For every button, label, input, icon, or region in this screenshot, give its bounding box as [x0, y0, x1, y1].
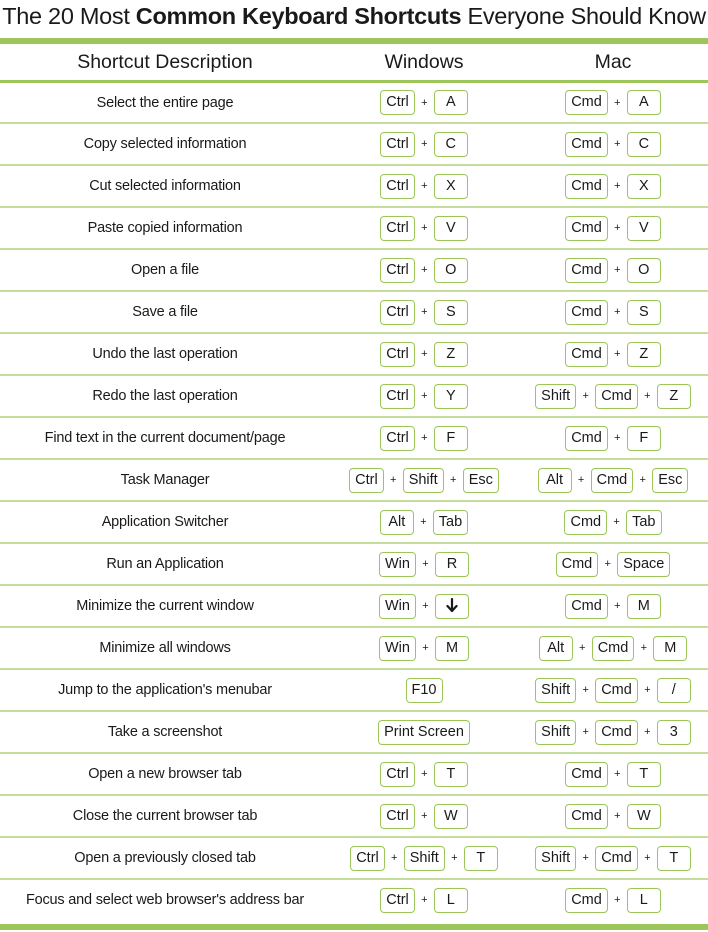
- shortcut-description: Minimize the current window: [76, 598, 254, 614]
- plus-sign: +: [614, 264, 621, 276]
- header-description: Shortcut Description: [77, 51, 253, 73]
- key-3: 3: [657, 720, 691, 745]
- key-cmd: Cmd: [556, 552, 599, 577]
- windows-shortcut: [330, 208, 518, 248]
- mac-shortcut: [518, 880, 708, 920]
- plus-sign: +: [420, 516, 427, 528]
- shortcut-description: Cut selected information: [89, 178, 241, 194]
- plus-sign: +: [421, 96, 428, 109]
- table-row: [0, 290, 708, 332]
- plus-sign: +: [421, 432, 428, 444]
- key-cmd: Cmd: [565, 426, 608, 451]
- plus-sign: +: [614, 306, 621, 318]
- shortcut-description: Find text in the current document/page: [44, 430, 286, 446]
- key-cmd: Cmd: [565, 132, 608, 157]
- plus-sign: +: [451, 852, 458, 864]
- shortcut-description: Copy selected information: [83, 136, 247, 152]
- key-shift: Shift: [535, 678, 576, 703]
- key-l: L: [434, 888, 468, 913]
- shortcut-description: Open a previously closed tab: [74, 850, 256, 866]
- plus-sign: +: [644, 852, 651, 864]
- key-ctrl: Ctrl: [350, 846, 385, 871]
- mac-shortcut: [518, 586, 708, 626]
- plus-sign: +: [644, 390, 651, 402]
- key-t: T: [627, 762, 661, 787]
- key-win: Win: [379, 636, 416, 661]
- shortcut-description: Minimize all windows: [99, 640, 231, 656]
- mac-shortcut: [518, 838, 708, 878]
- key-o: O: [434, 258, 468, 283]
- shortcut-description: Close the current browser tab: [72, 808, 258, 824]
- shortcut-description: Take a screenshot: [107, 724, 223, 740]
- windows-shortcut: [330, 754, 518, 794]
- header-mac: Mac: [594, 51, 632, 73]
- table-row: [0, 458, 708, 500]
- mac-shortcut: [518, 544, 708, 584]
- plus-sign: +: [639, 474, 646, 486]
- windows-shortcut: [330, 838, 518, 878]
- key--: /: [657, 678, 691, 703]
- plus-sign: +: [614, 600, 621, 612]
- key-cmd: Cmd: [565, 300, 608, 325]
- shortcut-description: Task Manager: [120, 472, 210, 488]
- key-ctrl: Ctrl: [380, 804, 415, 829]
- key-f: F: [627, 426, 661, 451]
- key-cmd: Cmd: [565, 594, 608, 619]
- windows-shortcut: [330, 292, 518, 332]
- windows-shortcut: [330, 250, 518, 290]
- shortcut-description: Select the entire page: [96, 94, 234, 111]
- key-ctrl: Ctrl: [349, 468, 384, 493]
- mac-shortcut: [518, 124, 708, 164]
- key-cmd: Cmd: [565, 762, 608, 787]
- plus-sign: +: [614, 138, 621, 150]
- plus-sign: +: [421, 264, 428, 276]
- plus-sign: +: [422, 558, 429, 570]
- windows-shortcut: [330, 628, 518, 668]
- windows-shortcut: [330, 83, 518, 122]
- key-cmd: Cmd: [565, 804, 608, 829]
- plus-sign: +: [391, 852, 398, 864]
- key-ctrl: Ctrl: [380, 132, 415, 157]
- key-cmd: Cmd: [564, 510, 607, 535]
- key-cmd: Cmd: [595, 678, 638, 703]
- key-alt: Alt: [539, 636, 573, 661]
- mac-shortcut: [518, 628, 708, 668]
- shortcut-description: Focus and select web browser's address bar: [25, 892, 305, 908]
- key-tab: Tab: [433, 510, 468, 535]
- shortcut-description: Application Switcher: [101, 514, 229, 530]
- key-cmd: Cmd: [595, 846, 638, 871]
- key-space: Space: [617, 552, 670, 577]
- windows-shortcut: [330, 376, 518, 416]
- windows-shortcut: [330, 418, 518, 458]
- key-ctrl: Ctrl: [380, 300, 415, 325]
- table-row: [0, 416, 708, 458]
- key-cmd: Cmd: [565, 888, 608, 913]
- shortcut-description: Run an Application: [106, 556, 224, 572]
- table-row: [0, 248, 708, 290]
- key-m: M: [435, 636, 469, 661]
- key-r: R: [435, 552, 469, 577]
- table-row: [0, 794, 708, 836]
- table-row: [0, 626, 708, 668]
- key-f: F: [434, 426, 468, 451]
- key-cmd: Cmd: [565, 216, 608, 241]
- key-cmd: Cmd: [592, 636, 635, 661]
- plus-sign: +: [614, 432, 621, 444]
- key-cmd: Cmd: [565, 90, 608, 115]
- mac-shortcut: [518, 376, 708, 416]
- table-header: [0, 44, 708, 80]
- mac-shortcut: [518, 334, 708, 374]
- table-row: [0, 878, 708, 920]
- key-cmd: Cmd: [565, 258, 608, 283]
- key-l: L: [627, 888, 661, 913]
- mac-shortcut: [518, 166, 708, 206]
- key-ctrl: Ctrl: [380, 258, 415, 283]
- plus-sign: +: [582, 726, 589, 738]
- mac-shortcut: [518, 712, 708, 752]
- mac-shortcut: [518, 754, 708, 794]
- key-v: V: [627, 216, 661, 241]
- table-row: [0, 584, 708, 626]
- mac-shortcut: [518, 502, 708, 542]
- table-row: [0, 332, 708, 374]
- key-s: S: [627, 300, 661, 325]
- windows-shortcut: [330, 334, 518, 374]
- key-y: Y: [434, 384, 468, 409]
- table-row: [0, 164, 708, 206]
- key-ctrl: Ctrl: [380, 174, 415, 199]
- key-ctrl: Ctrl: [380, 384, 415, 409]
- key-cmd: Cmd: [591, 468, 634, 493]
- key-c: C: [627, 132, 661, 157]
- plus-sign: +: [644, 684, 651, 696]
- plus-sign: +: [614, 348, 621, 360]
- plus-sign: +: [604, 558, 611, 570]
- mac-shortcut: [518, 796, 708, 836]
- key-z: Z: [627, 342, 661, 367]
- plus-sign: +: [421, 348, 428, 360]
- table-row: [0, 206, 708, 248]
- plus-sign: +: [389, 474, 397, 486]
- key-m: M: [627, 594, 661, 619]
- key-print-screen: Print Screen: [378, 720, 470, 745]
- key-w: W: [434, 804, 468, 829]
- down-arrow-icon: [435, 594, 469, 619]
- plus-sign: +: [421, 390, 428, 402]
- table-row: [0, 122, 708, 164]
- shortcut-description: Jump to the application's menubar: [58, 682, 272, 698]
- plus-sign: +: [577, 474, 585, 486]
- key-alt: Alt: [380, 510, 414, 535]
- table-row: [0, 542, 708, 584]
- key-z: Z: [657, 384, 691, 409]
- key-alt: Alt: [538, 468, 572, 493]
- key-x: X: [627, 174, 661, 199]
- plus-sign: +: [644, 726, 651, 738]
- table-row: [0, 80, 708, 122]
- key-esc: Esc: [652, 468, 688, 493]
- key-x: X: [434, 174, 468, 199]
- plus-sign: +: [421, 180, 428, 192]
- header-windows: Windows: [384, 51, 464, 73]
- key-tab: Tab: [626, 510, 661, 535]
- key-m: M: [653, 636, 687, 661]
- windows-shortcut: [330, 544, 518, 584]
- key-w: W: [627, 804, 661, 829]
- shortcut-description: Undo the last operation: [92, 346, 238, 362]
- key-ctrl: Ctrl: [380, 762, 415, 787]
- shortcut-description: Save a file: [132, 304, 198, 320]
- plus-sign: +: [421, 306, 428, 318]
- plus-sign: +: [613, 516, 620, 528]
- key-t: T: [464, 846, 498, 871]
- plus-sign: +: [582, 390, 589, 402]
- windows-shortcut: [330, 670, 518, 710]
- key-cmd: Cmd: [565, 174, 608, 199]
- title-bold: Common Keyboard Shortcuts: [135, 3, 462, 29]
- shortcut-description: Open a new browser tab: [88, 766, 242, 782]
- windows-shortcut: [330, 712, 518, 752]
- plus-sign: +: [449, 474, 457, 486]
- mac-shortcut: [518, 83, 708, 122]
- windows-shortcut: [330, 502, 518, 542]
- key-z: Z: [434, 342, 468, 367]
- key-shift: Shift: [535, 846, 576, 871]
- key-shift: Shift: [535, 720, 576, 745]
- plus-sign: +: [421, 222, 428, 234]
- key-esc: Esc: [463, 468, 499, 493]
- plus-sign: +: [614, 894, 621, 906]
- bottom-divider: [0, 924, 708, 930]
- key-cmd: Cmd: [565, 342, 608, 367]
- windows-shortcut: [330, 880, 518, 920]
- key-c: C: [434, 132, 468, 157]
- plus-sign: +: [614, 810, 621, 822]
- key-shift: Shift: [535, 384, 576, 409]
- mac-shortcut: [518, 208, 708, 248]
- key-ctrl: Ctrl: [380, 888, 415, 913]
- table-row: [0, 668, 708, 710]
- key-ctrl: Ctrl: [380, 216, 415, 241]
- key-t: T: [434, 762, 468, 787]
- table-row: [0, 710, 708, 752]
- key-s: S: [434, 300, 468, 325]
- key-ctrl: Ctrl: [380, 342, 415, 367]
- key-t: T: [657, 846, 691, 871]
- key-shift: Shift: [403, 468, 444, 493]
- windows-shortcut: [330, 124, 518, 164]
- mac-shortcut: [518, 670, 708, 710]
- key-o: O: [627, 258, 661, 283]
- windows-shortcut: [330, 460, 518, 500]
- table-row: [0, 374, 708, 416]
- table-row: [0, 500, 708, 542]
- table-row: [0, 752, 708, 794]
- key-a: A: [627, 90, 661, 115]
- mac-shortcut: [518, 292, 708, 332]
- plus-sign: +: [614, 96, 621, 109]
- shortcut-description: Redo the last operation: [92, 388, 238, 404]
- title-part-1: The 20 Most: [2, 3, 136, 29]
- key-ctrl: Ctrl: [380, 426, 415, 451]
- windows-shortcut: [330, 586, 518, 626]
- title-part-2: Everyone Should Know: [461, 3, 706, 29]
- mac-shortcut: [518, 250, 708, 290]
- plus-sign: +: [422, 642, 429, 654]
- key-f10: F10: [406, 678, 443, 703]
- plus-sign: +: [614, 180, 621, 192]
- key-shift: Shift: [404, 846, 445, 871]
- plus-sign: +: [578, 642, 586, 654]
- windows-shortcut: [330, 166, 518, 206]
- plus-sign: +: [421, 138, 428, 150]
- key-ctrl: Ctrl: [380, 90, 415, 115]
- key-a: A: [434, 90, 468, 115]
- key-cmd: Cmd: [595, 720, 638, 745]
- plus-sign: +: [614, 768, 621, 780]
- table-row: [0, 836, 708, 878]
- plus-sign: +: [421, 768, 428, 780]
- mac-shortcut: [518, 460, 708, 500]
- plus-sign: +: [422, 600, 429, 612]
- mac-shortcut: [518, 418, 708, 458]
- plus-sign: +: [582, 684, 589, 696]
- plus-sign: +: [582, 852, 589, 864]
- plus-sign: +: [421, 894, 428, 906]
- page-title: [0, 2, 708, 30]
- key-win: Win: [379, 552, 416, 577]
- key-v: V: [434, 216, 468, 241]
- plus-sign: +: [614, 222, 621, 234]
- shortcut-description: Paste copied information: [87, 220, 243, 236]
- key-win: Win: [379, 594, 416, 619]
- key-cmd: Cmd: [595, 384, 638, 409]
- plus-sign: +: [640, 642, 648, 654]
- shortcut-table: [0, 80, 708, 920]
- plus-sign: +: [421, 810, 428, 822]
- windows-shortcut: [330, 796, 518, 836]
- shortcut-description: Open a file: [131, 262, 199, 278]
